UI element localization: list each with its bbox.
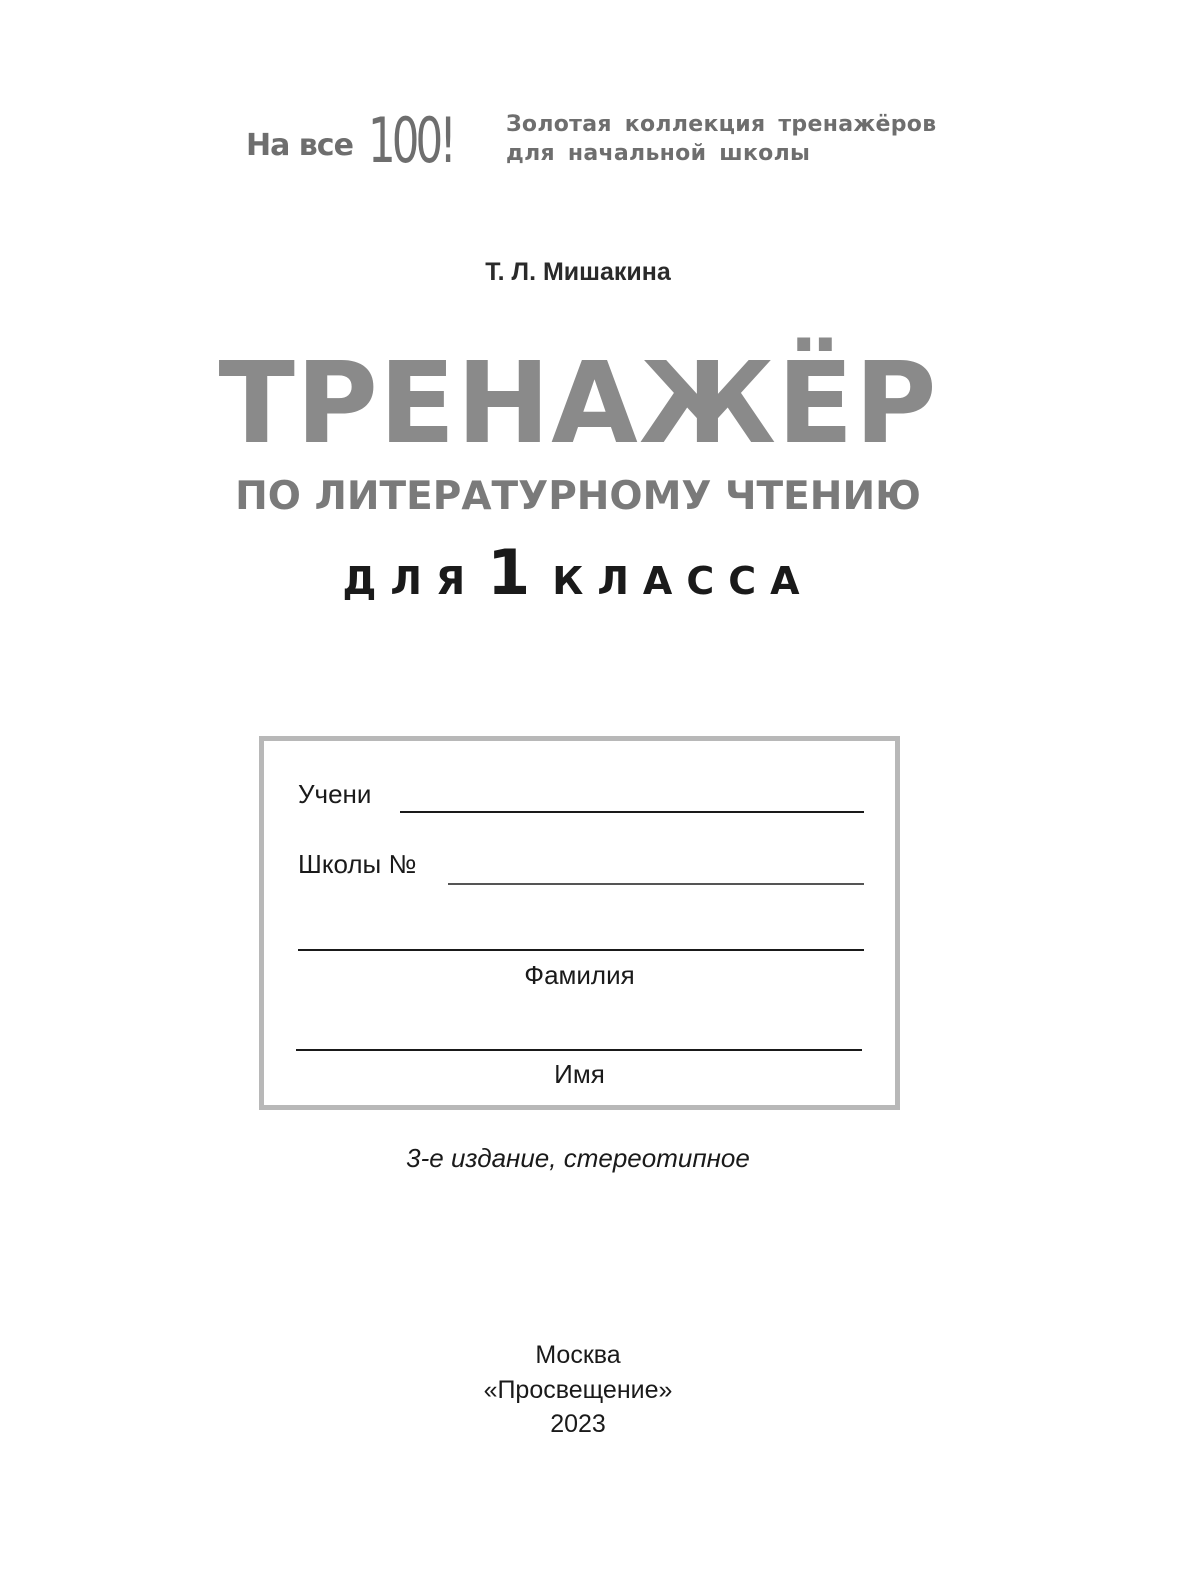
student-field[interactable] xyxy=(400,811,864,813)
author-name: Т. Л. Мишакина xyxy=(485,258,671,286)
surname-field[interactable] xyxy=(298,949,864,951)
edition-note: 3-е издание, стереотипное xyxy=(406,1143,750,1173)
grade-prefix: ДЛЯ xyxy=(342,559,480,603)
school-label: Школы № xyxy=(298,849,417,879)
imprint-city: Москва xyxy=(535,1341,621,1369)
imprint-year: 2023 xyxy=(550,1410,606,1438)
series-tagline-2: для начальной школы xyxy=(506,141,811,166)
book-title: ТРЕНАЖЁР xyxy=(218,339,938,469)
grade-number: 1 xyxy=(487,536,531,609)
first-name-caption: Имя xyxy=(554,1059,605,1089)
student-label: Учени xyxy=(298,779,372,809)
series-prefix: На все xyxy=(246,128,353,163)
series-tagline-1: Золотая коллекция тренажёров xyxy=(506,112,937,137)
first-name-field[interactable] xyxy=(296,1049,862,1051)
surname-caption: Фамилия xyxy=(524,960,635,990)
series-number: 100! xyxy=(368,104,453,177)
grade-line xyxy=(0,536,1156,609)
owner-form-box xyxy=(259,736,900,1110)
grade-suffix: КЛАССА xyxy=(552,559,814,603)
series-header xyxy=(246,104,946,177)
book-subtitle: ПО ЛИТЕРАТУРНОМУ ЧТЕНИЮ xyxy=(235,474,921,519)
school-number-field[interactable] xyxy=(448,883,864,885)
imprint-publisher: «Просвещение» xyxy=(483,1376,673,1404)
